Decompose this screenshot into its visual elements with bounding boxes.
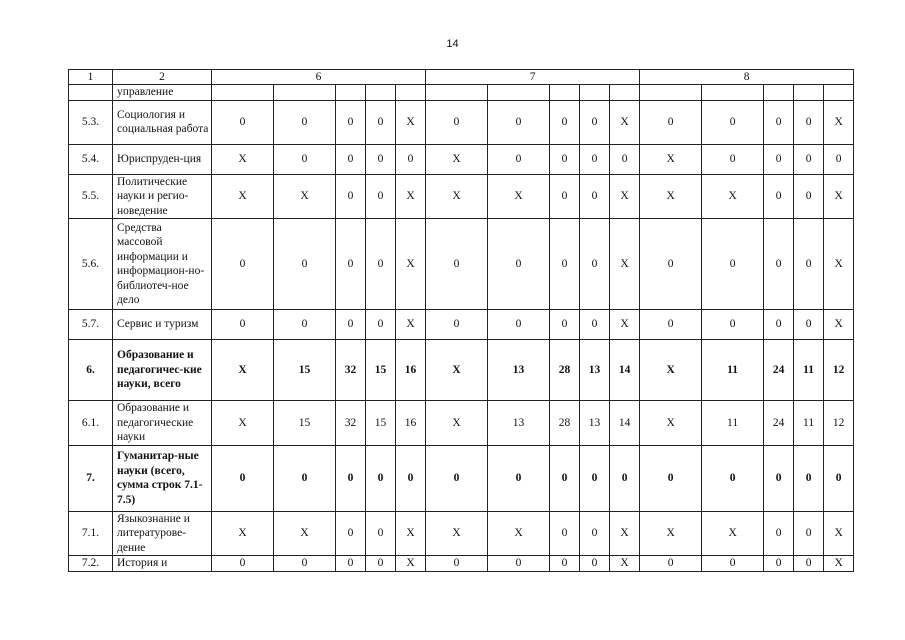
value-cell: 0	[550, 511, 580, 556]
value-cell: 12	[824, 401, 854, 446]
value-cell: 0	[366, 556, 396, 572]
value-cell: 0	[212, 445, 274, 511]
value-cell: X	[610, 219, 640, 310]
value-cell: X	[640, 174, 702, 219]
value-cell: 0	[274, 219, 336, 310]
value-cell: 0	[274, 556, 336, 572]
value-cell: 0	[212, 100, 274, 144]
value-cell: 0	[550, 174, 580, 219]
value-cell	[488, 85, 550, 101]
value-cell: X	[824, 219, 854, 310]
table-row	[69, 219, 854, 310]
value-cell: 0	[488, 144, 550, 174]
row-name-cell: Образование и педагогические науки	[113, 401, 212, 446]
row-name-cell: Политические науки и регио-новедение	[113, 174, 212, 219]
value-cell: X	[396, 310, 426, 340]
value-cell: X	[488, 174, 550, 219]
row-name-cell: Гуманитар-ные науки (всего, сумма строк 7.1- 7.5)	[113, 445, 212, 511]
value-cell: 0	[550, 310, 580, 340]
value-cell: 0	[702, 100, 764, 144]
value-cell: 0	[550, 445, 580, 511]
table-row	[69, 556, 854, 572]
value-cell: X	[640, 340, 702, 401]
value-cell: X	[426, 511, 488, 556]
value-cell: 0	[488, 556, 550, 572]
value-cell: 0	[702, 219, 764, 310]
row-number-cell: 7.1.	[69, 511, 113, 556]
value-cell: 0	[336, 219, 366, 310]
value-cell: 32	[336, 401, 366, 446]
row-name-cell: Юриспруден-ция	[113, 144, 212, 174]
table-row	[69, 310, 854, 340]
value-cell: X	[610, 100, 640, 144]
value-cell: X	[396, 100, 426, 144]
value-cell: X	[426, 174, 488, 219]
value-cell: 0	[580, 445, 610, 511]
value-cell: 0	[794, 144, 824, 174]
value-cell: 11	[702, 401, 764, 446]
value-cell: X	[212, 144, 274, 174]
value-cell: X	[824, 511, 854, 556]
row-name-cell: Образование и педагогичес-кие науки, всего	[113, 340, 212, 401]
value-cell: 13	[580, 340, 610, 401]
value-cell: 0	[212, 219, 274, 310]
value-cell: 24	[764, 340, 794, 401]
value-cell	[702, 85, 764, 101]
value-cell: 14	[610, 401, 640, 446]
value-cell	[794, 85, 824, 101]
value-cell: 0	[336, 100, 366, 144]
value-cell	[396, 85, 426, 101]
value-cell: X	[702, 174, 764, 219]
row-number-cell: 6.1.	[69, 401, 113, 446]
value-cell: 0	[794, 310, 824, 340]
value-cell: X	[426, 144, 488, 174]
value-cell: 0	[640, 310, 702, 340]
row-name-cell: Языкознание и литературове-дение	[113, 511, 212, 556]
value-cell: 0	[336, 445, 366, 511]
value-cell: X	[426, 401, 488, 446]
value-cell: 15	[274, 340, 336, 401]
value-cell	[366, 85, 396, 101]
value-cell: 0	[702, 144, 764, 174]
value-cell: 0	[580, 144, 610, 174]
value-cell: 0	[550, 219, 580, 310]
value-cell: 0	[702, 445, 764, 511]
value-cell: 0	[550, 556, 580, 572]
value-cell: 24	[764, 401, 794, 446]
value-cell: 15	[274, 401, 336, 446]
value-cell: X	[396, 174, 426, 219]
value-cell: 0	[764, 100, 794, 144]
value-cell: 0	[274, 100, 336, 144]
value-cell: X	[396, 219, 426, 310]
value-cell: 0	[426, 310, 488, 340]
value-cell: 0	[336, 144, 366, 174]
value-cell: 0	[336, 174, 366, 219]
value-cell: X	[640, 144, 702, 174]
value-cell: 0	[336, 310, 366, 340]
value-cell: 0	[366, 100, 396, 144]
row-number-cell: 6.	[69, 340, 113, 401]
value-cell: 11	[794, 401, 824, 446]
value-cell: 0	[396, 144, 426, 174]
value-cell: 0	[488, 100, 550, 144]
value-cell: 0	[764, 310, 794, 340]
value-cell	[274, 85, 336, 101]
value-cell: 0	[488, 445, 550, 511]
value-cell: 0	[366, 174, 396, 219]
header-cell: 2	[113, 70, 212, 85]
row-number-cell	[69, 85, 113, 101]
value-cell: 0	[580, 219, 610, 310]
value-cell: 0	[550, 144, 580, 174]
row-number-cell: 5.7.	[69, 310, 113, 340]
value-cell	[640, 85, 702, 101]
value-cell: X	[824, 174, 854, 219]
value-cell: 0	[794, 174, 824, 219]
value-cell	[610, 85, 640, 101]
value-cell: 0	[640, 219, 702, 310]
value-cell: 16	[396, 401, 426, 446]
table-row	[69, 144, 854, 174]
value-cell: 0	[274, 445, 336, 511]
value-cell: X	[212, 511, 274, 556]
value-cell: 0	[580, 310, 610, 340]
value-cell: 0	[794, 556, 824, 572]
value-cell: 0	[794, 511, 824, 556]
value-cell	[336, 85, 366, 101]
value-cell: 0	[764, 511, 794, 556]
row-number-cell: 5.3.	[69, 100, 113, 144]
row-number-cell: 5.4.	[69, 144, 113, 174]
value-cell: X	[212, 174, 274, 219]
value-cell: X	[212, 401, 274, 446]
row-number-cell: 7.	[69, 445, 113, 511]
row-name-cell: История и	[113, 556, 212, 572]
value-cell: 0	[764, 219, 794, 310]
table-row	[69, 401, 854, 446]
row-name-cell: Социология и социальная работа	[113, 100, 212, 144]
data-table	[68, 69, 854, 572]
table-row	[69, 340, 854, 401]
value-cell: 0	[640, 445, 702, 511]
value-cell: 0	[426, 219, 488, 310]
value-cell: X	[640, 401, 702, 446]
row-name-cell: управление	[113, 85, 212, 101]
value-cell: 0	[824, 144, 854, 174]
value-cell: 0	[366, 445, 396, 511]
value-cell: 0	[336, 556, 366, 572]
value-cell: 32	[336, 340, 366, 401]
table-row	[69, 100, 854, 144]
header-row	[69, 70, 854, 85]
value-cell: 0	[212, 556, 274, 572]
value-cell: X	[610, 310, 640, 340]
value-cell: 0	[824, 445, 854, 511]
value-cell: 0	[366, 219, 396, 310]
table-row	[69, 511, 854, 556]
value-cell: 0	[764, 174, 794, 219]
table-row	[69, 445, 854, 511]
header-cell: 7	[426, 70, 640, 85]
value-cell: X	[610, 511, 640, 556]
value-cell: X	[396, 511, 426, 556]
value-cell: 0	[366, 511, 396, 556]
value-cell: 14	[610, 340, 640, 401]
value-cell: X	[824, 556, 854, 572]
page-number: 14	[446, 38, 459, 50]
value-cell: 0	[550, 100, 580, 144]
value-cell	[212, 85, 274, 101]
header-cell: 6	[212, 70, 426, 85]
value-cell: X	[640, 511, 702, 556]
value-cell: 0	[366, 144, 396, 174]
header-cell: 1	[69, 70, 113, 85]
value-cell: 0	[794, 100, 824, 144]
value-cell: 0	[426, 556, 488, 572]
row-name-cell: Сервис и туризм	[113, 310, 212, 340]
value-cell: 0	[702, 556, 764, 572]
value-cell: X	[824, 310, 854, 340]
value-cell: 0	[610, 445, 640, 511]
value-cell: 11	[794, 340, 824, 401]
value-cell: 0	[580, 174, 610, 219]
value-cell: 0	[426, 445, 488, 511]
value-cell: 0	[366, 310, 396, 340]
value-cell: 0	[488, 310, 550, 340]
value-cell: 0	[640, 556, 702, 572]
row-number-cell: 7.2.	[69, 556, 113, 572]
value-cell: 0	[274, 310, 336, 340]
value-cell: X	[610, 556, 640, 572]
value-cell	[764, 85, 794, 101]
value-cell: X	[274, 174, 336, 219]
value-cell: 0	[794, 445, 824, 511]
row-number-cell: 5.6.	[69, 219, 113, 310]
value-cell: 0	[764, 445, 794, 511]
value-cell: 0	[274, 144, 336, 174]
value-cell: 15	[366, 340, 396, 401]
value-cell: 16	[396, 340, 426, 401]
table-row	[69, 174, 854, 219]
value-cell: 0	[580, 100, 610, 144]
table-row	[69, 85, 854, 101]
value-cell: 0	[794, 219, 824, 310]
value-cell: X	[488, 511, 550, 556]
value-cell: 0	[640, 100, 702, 144]
value-cell	[550, 85, 580, 101]
value-cell	[824, 85, 854, 101]
value-cell: 0	[336, 511, 366, 556]
value-cell: 28	[550, 401, 580, 446]
value-cell: X	[396, 556, 426, 572]
value-cell	[580, 85, 610, 101]
value-cell: X	[824, 100, 854, 144]
value-cell: 13	[488, 340, 550, 401]
value-cell: X	[702, 511, 764, 556]
value-cell: X	[610, 174, 640, 219]
value-cell: 28	[550, 340, 580, 401]
value-cell: X	[426, 340, 488, 401]
value-cell	[426, 85, 488, 101]
value-cell: 0	[396, 445, 426, 511]
row-number-cell: 5.5.	[69, 174, 113, 219]
value-cell: X	[274, 511, 336, 556]
value-cell: 12	[824, 340, 854, 401]
value-cell: 0	[764, 144, 794, 174]
value-cell: 0	[610, 144, 640, 174]
value-cell: 0	[580, 511, 610, 556]
value-cell: 11	[702, 340, 764, 401]
header-cell: 8	[640, 70, 854, 85]
value-cell: 0	[702, 310, 764, 340]
value-cell: 0	[580, 556, 610, 572]
value-cell: 15	[366, 401, 396, 446]
value-cell: 0	[212, 310, 274, 340]
value-cell: 13	[580, 401, 610, 446]
value-cell: 0	[426, 100, 488, 144]
value-cell: 0	[764, 556, 794, 572]
value-cell: 0	[488, 219, 550, 310]
row-name-cell: Средства массовой информации и информацион-но-библиотеч-ное дело	[113, 219, 212, 310]
value-cell: X	[212, 340, 274, 401]
value-cell: 13	[488, 401, 550, 446]
